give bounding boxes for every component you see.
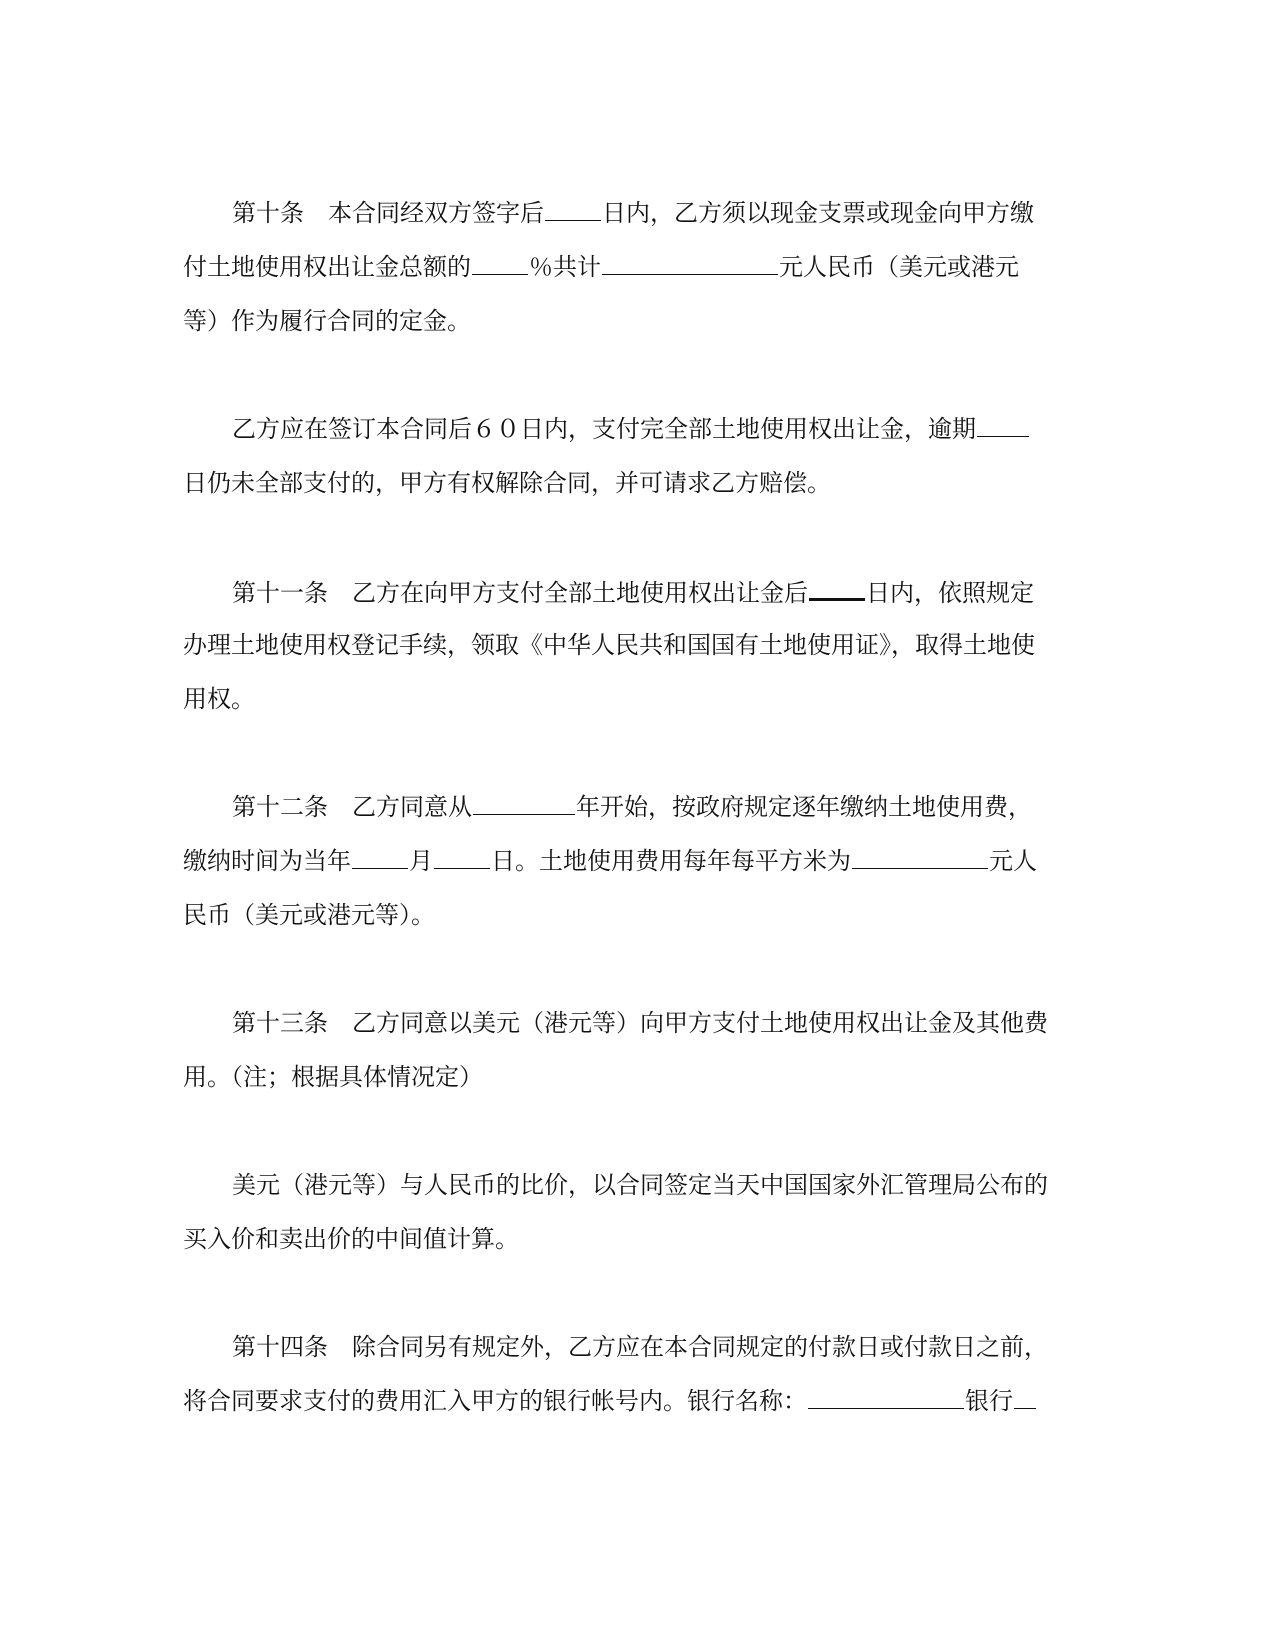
text: 第十条 本合同经双方签字后 [232, 199, 544, 227]
article-10-line-1 [232, 198, 1034, 228]
text: 日内，依照规定 [866, 579, 1034, 607]
blank-field [473, 792, 575, 815]
article-11-line-1 [232, 576, 1034, 608]
article-12-line-1 [232, 792, 1032, 822]
text: 元人民币（美元或港元 [779, 253, 1019, 281]
article-10-line-2 [183, 252, 1019, 282]
text: 办理土地使用权登记手续，领取《中华人民共和国国有土地使用证》，取得土地使 [183, 631, 1035, 659]
article-11-line-2 [183, 630, 1035, 660]
text: 第十三条 乙方同意以美元（港元等）向甲方支付土地使用权出让金及其他费 [232, 1009, 1048, 1037]
exchange-para-line-1 [232, 1170, 1048, 1200]
article-11-line-3 [183, 684, 255, 714]
text: 第十一条 乙方在向甲方支付全部土地使用权出让金后 [232, 579, 808, 607]
blank-field [434, 846, 490, 869]
text: 付土地使用权出让金总额的 [183, 253, 471, 281]
article-14-line-2 [183, 1386, 1037, 1416]
blank-field [808, 1386, 964, 1409]
article-14-line-1 [232, 1332, 1048, 1362]
text: 第十二条 乙方同意从 [232, 793, 472, 821]
article-10-line-3 [183, 306, 471, 336]
exchange-para-line-2 [183, 1224, 519, 1254]
text: 民币（美元或港元等）。 [183, 901, 435, 929]
text: 用。（注；根据具体情况定） [183, 1063, 483, 1091]
blank-field [472, 252, 528, 275]
article-12-line-3 [183, 900, 435, 930]
article-13-line-2 [183, 1062, 483, 1092]
text: 乙方应在签订本合同后６０日内，支付完全部土地使用权出让金，逾期 [232, 415, 976, 443]
text: 日内，乙方须以现金支票或现金向甲方缴 [602, 199, 1034, 227]
text: 银行 [965, 1387, 1013, 1415]
text: 用权。 [183, 685, 255, 713]
blank-field [1014, 1386, 1036, 1409]
text: 等）作为履行合同的定金。 [183, 307, 471, 335]
text: 年开始，按政府规定逐年缴纳土地使用费， [576, 793, 1032, 821]
text: 日。土地使用费用每年每平方米为 [491, 847, 851, 875]
blank-field [809, 576, 865, 601]
text: 月 [409, 847, 433, 875]
text: 日仍未全部支付的，甲方有权解除合同，并可请求乙方赔偿。 [183, 469, 831, 497]
text: 第十四条 除合同另有规定外，乙方应在本合同规定的付款日或付款日之前， [232, 1333, 1048, 1361]
payment-para-line-2 [183, 468, 831, 498]
blank-field [352, 846, 408, 869]
text: 买入价和卖出价的中间值计算。 [183, 1225, 519, 1253]
article-13-line-1 [232, 1008, 1048, 1038]
blank-field [852, 846, 988, 869]
payment-para-line-1 [232, 414, 1030, 444]
text: 缴纳时间为当年 [183, 847, 351, 875]
blank-field [602, 252, 778, 275]
text: 美元（港元等）与人民币的比价，以合同签定当天中国国家外汇管理局公布的 [232, 1171, 1048, 1199]
text: 将合同要求支付的费用汇入甲方的银行帐号内。银行名称： [183, 1387, 807, 1415]
article-12-line-2 [183, 846, 1037, 876]
text: ％共计 [529, 253, 601, 281]
text: 元人 [989, 847, 1037, 875]
blank-field [545, 198, 601, 221]
blank-field [977, 414, 1029, 437]
